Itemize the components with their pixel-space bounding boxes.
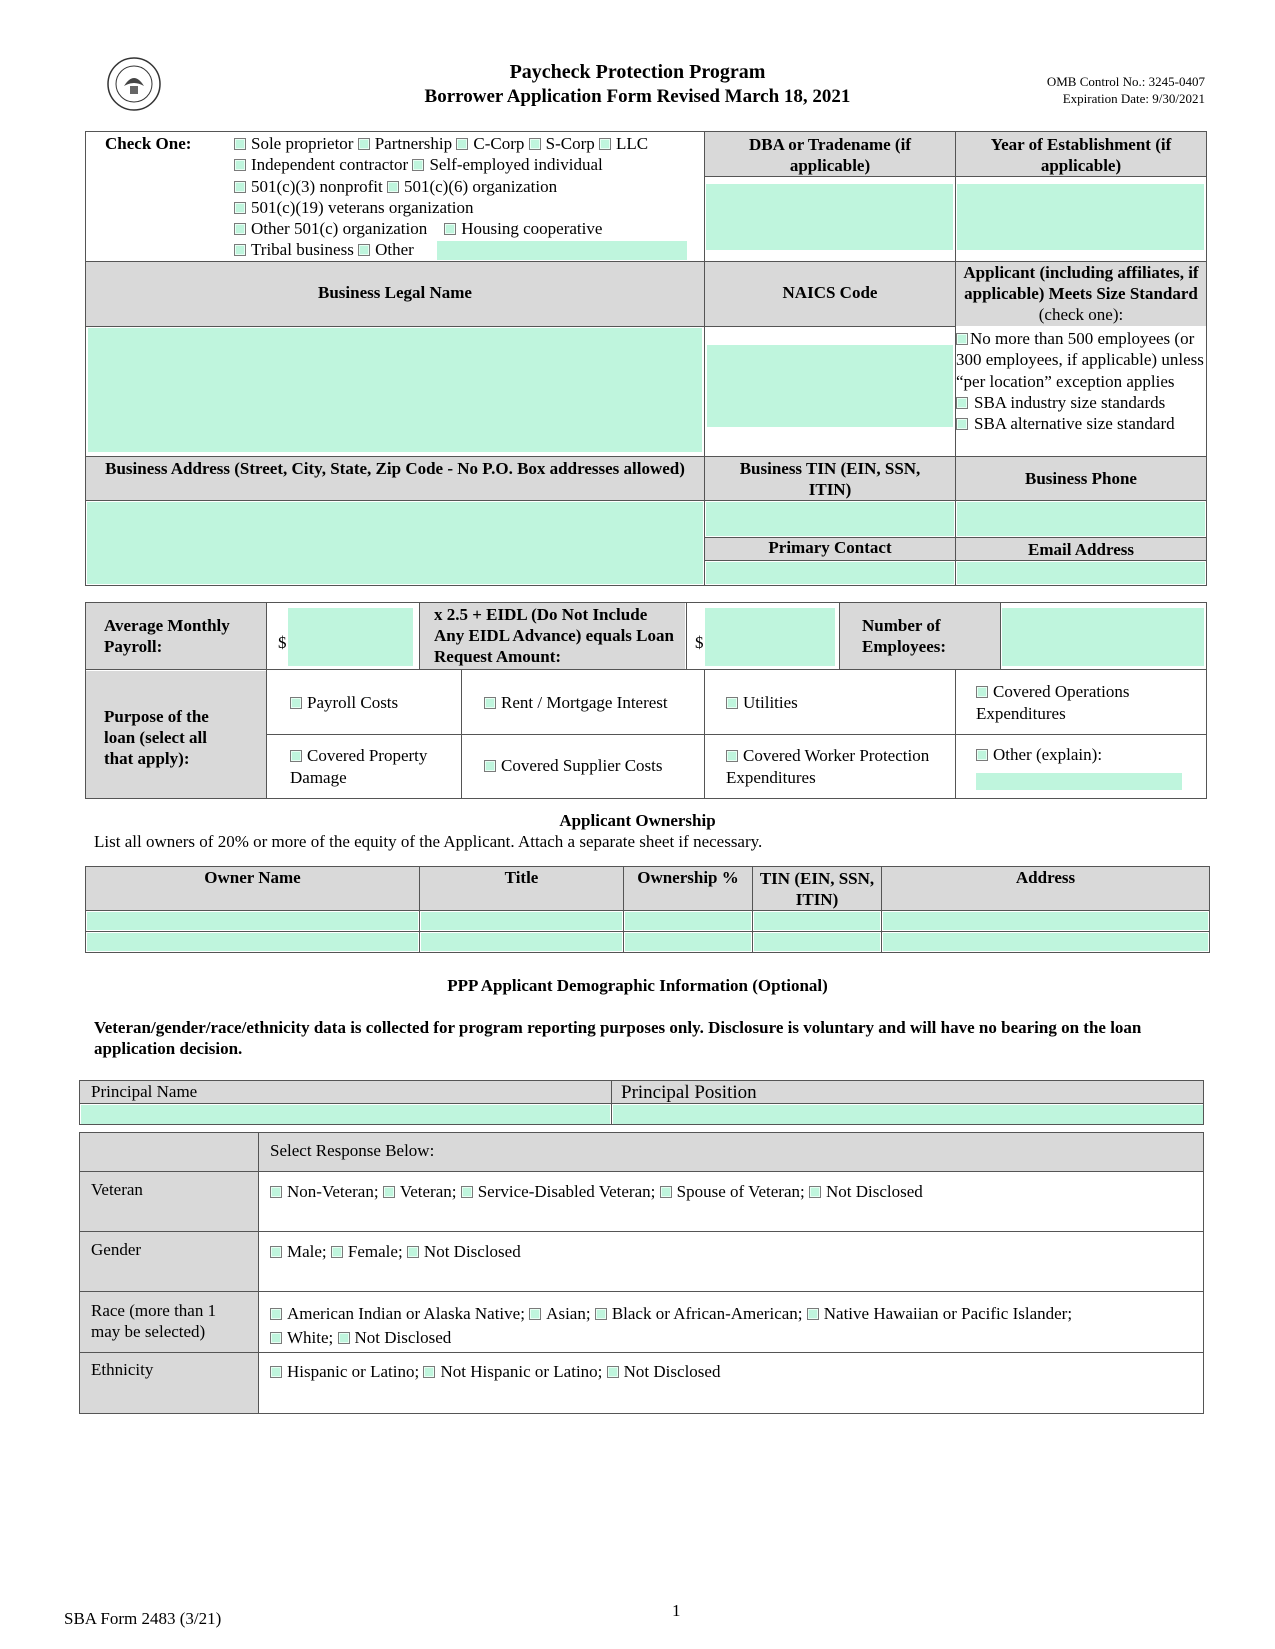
checkbox-asian[interactable] bbox=[529, 1308, 541, 1320]
owner2-title-input[interactable] bbox=[421, 933, 622, 951]
owner1-address-input[interactable] bbox=[883, 912, 1208, 930]
col-owner-name: Owner Name bbox=[204, 868, 301, 887]
checkbox-other-purpose[interactable] bbox=[976, 749, 988, 761]
principal-name-input[interactable] bbox=[81, 1105, 610, 1124]
size-standard-options: No more than 500 employees (or 300 employees, if applicable) unless “per location” exception applies SBA industry size standards SBA alternative size standard bbox=[956, 329, 1204, 434]
size-standard-label: Applicant (including affiliates, if applicable) Meets Size Standard (check one): bbox=[963, 263, 1199, 324]
check-one-label: Check One: bbox=[105, 134, 192, 153]
checkbox-self-employed[interactable] bbox=[412, 159, 424, 171]
checkbox-tribal-business[interactable] bbox=[234, 244, 246, 256]
address-input[interactable] bbox=[87, 502, 703, 584]
veteran-options: Non-Veteran; Veteran; Service-Disabled Veteran; Spouse of Veteran; Not Disclosed bbox=[270, 1182, 923, 1202]
payroll-label: Average Monthly Payroll: bbox=[104, 616, 230, 656]
phone-label: Business Phone bbox=[1025, 469, 1137, 488]
purpose-worker: Covered Worker Protection Expenditures bbox=[726, 746, 930, 787]
principal-position-input[interactable] bbox=[613, 1105, 1203, 1124]
checkbox-501c3[interactable] bbox=[234, 181, 246, 193]
veteran-label: Veteran bbox=[91, 1180, 143, 1199]
owner1-percent-input[interactable] bbox=[625, 912, 751, 930]
ownership-heading: Applicant Ownership bbox=[559, 811, 716, 830]
year-established-label: Year of Establishment (if applicable) bbox=[990, 135, 1172, 175]
checkbox-veteran[interactable] bbox=[383, 1186, 395, 1198]
tin-input[interactable] bbox=[706, 502, 954, 536]
checkbox-size-500-employees[interactable] bbox=[956, 333, 968, 345]
checkbox-gender-not-disclosed[interactable] bbox=[407, 1246, 419, 1258]
checkbox-covered-operations[interactable] bbox=[976, 686, 988, 698]
checkbox-not-hispanic[interactable] bbox=[423, 1366, 435, 1378]
checkbox-native-hawaiian[interactable] bbox=[807, 1308, 819, 1320]
tin-label: Business TIN (EIN, SSN, ITIN) bbox=[739, 459, 921, 499]
checkbox-female[interactable] bbox=[331, 1246, 343, 1258]
expiration-date: Expiration Date: 9/30/2021 bbox=[1062, 91, 1205, 106]
primary-contact-label: Primary Contact bbox=[768, 538, 892, 557]
purpose-supplier: Covered Supplier Costs bbox=[484, 756, 663, 776]
checkbox-housing-cooperative[interactable] bbox=[444, 223, 456, 235]
purpose-utilities: Utilities bbox=[726, 693, 798, 713]
business-type-options: Sole proprietor Partnership C-Corp S-Corp LLC Independent contractor Self-employed individual 501(c)(3) nonprofit 501(c)(6) organization 501(c)(19) veterans organization Other 501(c) organization Housing cooperative Tribal business Other bbox=[234, 133, 648, 261]
year-established-input[interactable] bbox=[957, 184, 1204, 250]
purpose-property: Covered Property Damage bbox=[290, 746, 428, 787]
checkbox-independent-contractor[interactable] bbox=[234, 159, 246, 171]
checkbox-rent-mortgage[interactable] bbox=[484, 697, 496, 709]
other-purpose-input[interactable] bbox=[976, 773, 1182, 790]
checkbox-other-501c[interactable] bbox=[234, 223, 246, 235]
checkbox-partnership[interactable] bbox=[358, 138, 370, 150]
owner1-name-input[interactable] bbox=[87, 912, 418, 930]
checkbox-c-corp[interactable] bbox=[456, 138, 468, 150]
checkbox-sole-proprietor[interactable] bbox=[234, 138, 246, 150]
demographic-heading: PPP Applicant Demographic Information (Optional) bbox=[447, 976, 828, 995]
race-label: Race (more than 1 may be selected) bbox=[91, 1301, 217, 1341]
checkbox-black[interactable] bbox=[595, 1308, 607, 1320]
checkbox-spouse-of-veteran[interactable] bbox=[660, 1186, 672, 1198]
dba-label: DBA or Tradename (if applicable) bbox=[749, 135, 911, 175]
checkbox-501c19[interactable] bbox=[234, 202, 246, 214]
omb-control-number: OMB Control No.: 3245-0407 bbox=[1046, 74, 1205, 89]
purpose-payroll: Payroll Costs bbox=[290, 693, 398, 713]
gender-options: Male; Female; Not Disclosed bbox=[270, 1242, 521, 1262]
payroll-input[interactable] bbox=[288, 608, 413, 666]
checkbox-llc[interactable] bbox=[599, 138, 611, 150]
checkbox-non-veteran[interactable] bbox=[270, 1186, 282, 1198]
other-type-input[interactable] bbox=[437, 241, 687, 260]
checkbox-service-disabled-veteran[interactable] bbox=[461, 1186, 473, 1198]
checkbox-property-damage[interactable] bbox=[290, 750, 302, 762]
payroll-dollar-sign: $ bbox=[278, 633, 287, 652]
form-title: Paycheck Protection Program bbox=[509, 61, 766, 83]
checkbox-size-alternative[interactable] bbox=[956, 418, 968, 430]
checkbox-utilities[interactable] bbox=[726, 697, 738, 709]
purpose-operations: Covered Operations Expenditures bbox=[976, 682, 1130, 723]
primary-contact-input[interactable] bbox=[706, 562, 954, 584]
dba-input[interactable] bbox=[706, 184, 953, 250]
demographic-notice: Veteran/gender/race/ethnicity data is collected for program reporting purposes only. Disclosure is voluntary and will have no bearing on the loan application decision. bbox=[94, 1018, 1142, 1058]
gender-label: Gender bbox=[91, 1240, 142, 1259]
form-subtitle: Borrower Application Form Revised March 18, 2021 bbox=[424, 86, 851, 107]
checkbox-payroll-costs[interactable] bbox=[290, 697, 302, 709]
ownership-instruction: List all owners of 20% or more of the equity of the Applicant. Attach a separate sheet if necessary. bbox=[94, 832, 763, 851]
loan-dollar-sign: $ bbox=[695, 633, 704, 652]
checkbox-supplier-costs[interactable] bbox=[484, 760, 496, 772]
form-number: SBA Form 2483 (3/21) bbox=[64, 1609, 222, 1628]
loan-amount-input[interactable] bbox=[705, 608, 835, 666]
email-input[interactable] bbox=[957, 562, 1205, 584]
principal-position-label: Principal Position bbox=[621, 1082, 757, 1103]
checkbox-ethnicity-not-disclosed[interactable] bbox=[607, 1366, 619, 1378]
checkbox-size-industry[interactable] bbox=[956, 397, 968, 409]
phone-input[interactable] bbox=[957, 502, 1205, 536]
purpose-label: Purpose of the loan (select all that apply): bbox=[104, 707, 209, 768]
address-label: Business Address (Street, City, State, Zip Code - No P.O. Box addresses allowed) bbox=[105, 459, 685, 478]
legal-name-input[interactable] bbox=[88, 328, 702, 452]
col-ownership-percent: Ownership % bbox=[637, 868, 739, 887]
checkbox-s-corp[interactable] bbox=[529, 138, 541, 150]
principal-name-label: Principal Name bbox=[91, 1082, 198, 1101]
ethnicity-label: Ethnicity bbox=[91, 1360, 154, 1379]
col-title: Title bbox=[504, 868, 539, 887]
checkbox-veteran-not-disclosed[interactable] bbox=[809, 1186, 821, 1198]
naics-label: NAICS Code bbox=[782, 283, 878, 302]
naics-input[interactable] bbox=[707, 345, 953, 427]
checkbox-male[interactable] bbox=[270, 1246, 282, 1258]
owner2-address-input[interactable] bbox=[883, 933, 1208, 951]
checkbox-other-type[interactable] bbox=[358, 244, 370, 256]
col-address: Address bbox=[1015, 868, 1076, 887]
legal-name-label: Business Legal Name bbox=[318, 283, 472, 302]
ethnicity-options: Hispanic or Latino; Not Hispanic or Latino; Not Disclosed bbox=[270, 1362, 720, 1382]
purpose-rent: Rent / Mortgage Interest bbox=[484, 693, 668, 713]
email-label: Email Address bbox=[1028, 540, 1134, 559]
owner1-title-input[interactable] bbox=[421, 912, 622, 930]
owner2-name-input[interactable] bbox=[87, 933, 418, 951]
page-number: 1 bbox=[672, 1601, 681, 1620]
select-response-label: Select Response Below: bbox=[270, 1141, 435, 1160]
checkbox-american-indian[interactable] bbox=[270, 1308, 282, 1320]
col-tin: TIN (EIN, SSN, ITIN) bbox=[759, 869, 875, 909]
race-options: American Indian or Alaska Native; Asian; Black or African-American; Native Hawaiian or Pacific Islander; White; Not Disclosed bbox=[270, 1302, 1200, 1350]
owner2-tin-input[interactable] bbox=[754, 933, 880, 951]
purpose-other: Other (explain): bbox=[976, 745, 1102, 765]
checkbox-501c6[interactable] bbox=[387, 181, 399, 193]
employees-label: Number of Employees: bbox=[862, 616, 947, 656]
sba-seal-logo bbox=[106, 56, 162, 112]
owner1-tin-input[interactable] bbox=[754, 912, 880, 930]
checkbox-white[interactable] bbox=[270, 1332, 282, 1344]
checkbox-worker-protection[interactable] bbox=[726, 750, 738, 762]
employees-input[interactable] bbox=[1002, 608, 1204, 666]
checkbox-hispanic[interactable] bbox=[270, 1366, 282, 1378]
owner2-percent-input[interactable] bbox=[625, 933, 751, 951]
loan-multiplier-label: x 2.5 + EIDL (Do Not Include Any EIDL Advance) equals Loan Request Amount: bbox=[434, 605, 674, 666]
checkbox-race-not-disclosed[interactable] bbox=[338, 1332, 350, 1344]
